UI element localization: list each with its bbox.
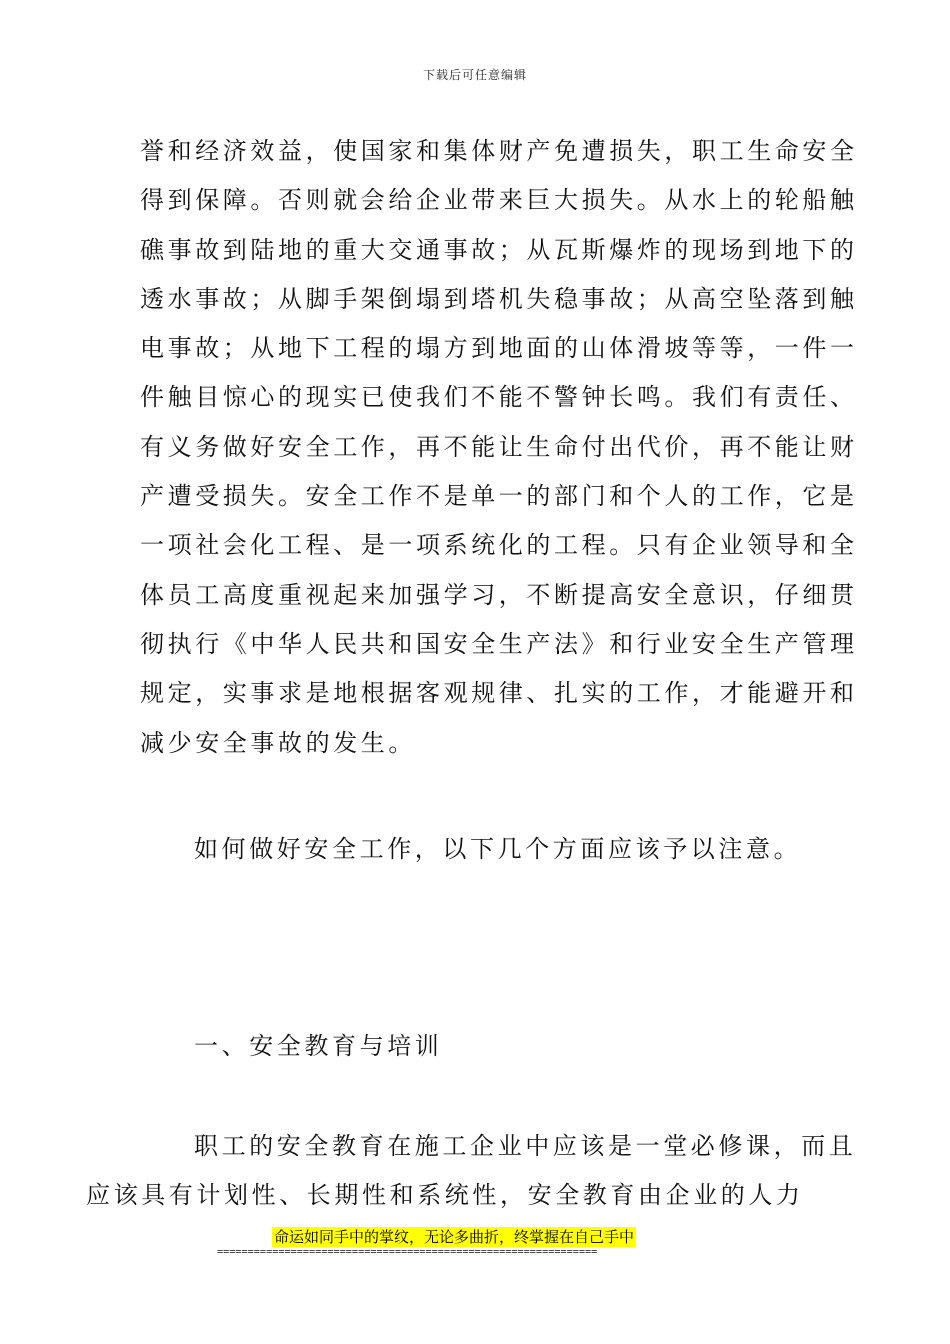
body-paragraph-2: 如何做好安全工作，以下几个方面应该予以注意。 bbox=[194, 835, 802, 863]
page-header-note: 下载后可任意编辑 bbox=[422, 68, 527, 82]
text-line: 彻执行《中华人民共和国安全生产法》和行业安全生产管理 bbox=[140, 629, 858, 658]
text-line: 应该具有计划性、长期性和系统性，安全教育由企业的人力 bbox=[86, 1181, 804, 1210]
body-paragraph-1 bbox=[140, 127, 858, 768]
text-line: 有义务做好安全工作，再不能让生命付出代价，再不能让财 bbox=[140, 432, 858, 461]
text-line: 礁事故到陆地的重大交通事故；从瓦斯爆炸的现场到地下的 bbox=[140, 235, 858, 264]
text-line: 规定，实事求是地根据客观规律、扎实的工作，才能避开和 bbox=[140, 679, 858, 708]
text-line: 职工的安全教育在施工企业中应该是一堂必修课，而且 bbox=[194, 1132, 857, 1160]
text-line: 体员工高度重视起来加强学习，不断提高安全意识，仔细贯 bbox=[140, 580, 858, 609]
text-line: 电事故；从地下工程的塌方到地面的山体滑坡等等，一件一 bbox=[140, 334, 858, 363]
text-line: 产遭受损失。安全工作不是单一的部门和个人的工作，它是 bbox=[140, 482, 858, 511]
text-line: 得到保障。否则就会给企业带来巨大损失。从水上的轮船触 bbox=[140, 186, 858, 215]
section-heading: 一、安全教育与培训 bbox=[194, 1032, 443, 1060]
text-line: 透水事故；从脚手架倒塌到塔机失稳事故；从高空坠落到触 bbox=[140, 284, 858, 313]
text-line: 誉和经济效益，使国家和集体财产免遭损失，职工生命安全 bbox=[140, 137, 858, 165]
body-paragraph-3 bbox=[86, 1122, 857, 1221]
text-line: 一项社会化工程、是一项系统化的工程。只有企业领导和全 bbox=[140, 531, 858, 560]
text-line: 件触目惊心的现实已使我们不能不警钟长鸣。我们有责任、 bbox=[140, 383, 858, 412]
footer-divider: ============================================================== bbox=[217, 1247, 598, 1258]
footer-motto: 命运如同手中的掌纹，无论多曲折，终掌握在自己手中 bbox=[274, 1228, 635, 1246]
text-line: 减少安全事故的发生。 bbox=[140, 728, 416, 757]
